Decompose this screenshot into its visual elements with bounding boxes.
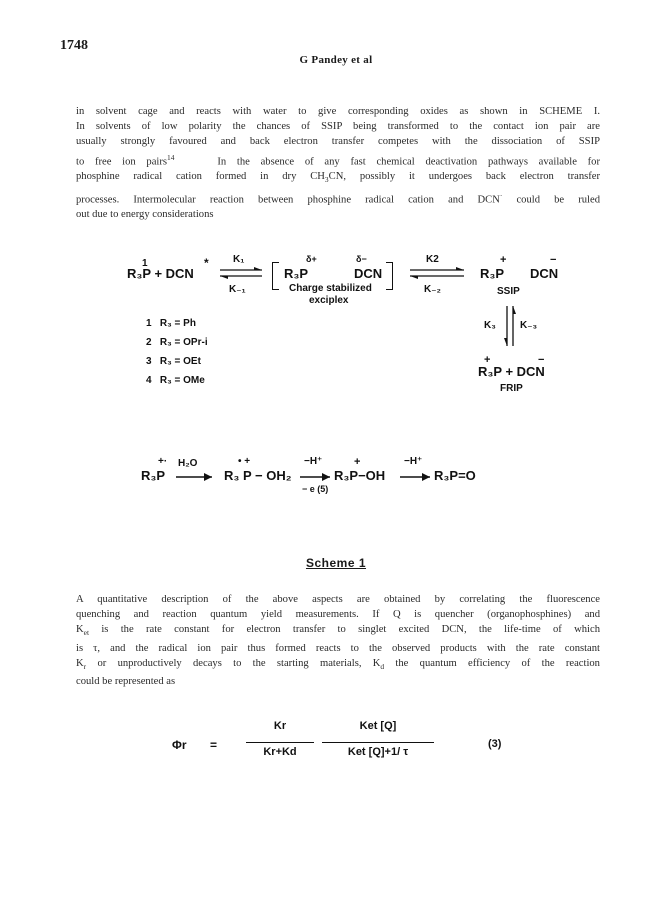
hydroxyphosphonium: R₃P−OH — [334, 468, 386, 483]
adduct-sup: • + — [238, 456, 251, 467]
reaction-arrow-1 — [174, 472, 214, 482]
para1-line-7: out due to energy considerations — [76, 209, 214, 221]
delta-plus: δ+ — [306, 254, 317, 264]
para2-line-2: quenching and reaction quantum yield measurements. If Q is quencher (organophosphines) and — [76, 609, 600, 621]
fraction1-numerator: Kr — [273, 720, 287, 732]
substituent-item: 3 R₃ = OEt — [146, 356, 201, 367]
substituent-list — [146, 314, 208, 390]
equilibrium-arrow-1 — [218, 266, 264, 280]
minus-e-label: − e (5) — [302, 484, 329, 494]
equation-equals: = — [210, 738, 218, 752]
reaction-arrow-2 — [298, 472, 332, 482]
running-head: G Pandey et al — [299, 54, 373, 66]
excited-star: * — [204, 256, 209, 270]
excited-state-label: 1 — [142, 258, 148, 269]
exciplex-label: exciplex — [309, 295, 349, 306]
k-minus3-label: K₋₃ — [520, 320, 538, 331]
radical-cation-sup: +· — [158, 456, 168, 467]
exciplex-r3p: R₃P — [284, 266, 309, 281]
substituent-item: 2 R₃ = OPr-i — [146, 337, 208, 348]
fraction2-bar — [322, 742, 434, 743]
para2-line-6: could be represented as — [76, 676, 176, 688]
para1-line-2: In solvents of low polarity the chances of SSIP being transformed to the contact ion pair are — [76, 121, 600, 133]
water-label: H₂O — [178, 458, 198, 469]
equation-number: (3) — [488, 738, 502, 750]
hydroxy-sup: + — [354, 456, 361, 468]
delta-minus: δ− — [356, 254, 367, 264]
para1-line-1: in solvent cage and reacts with water to give corresponding oxides as shown in SCHEME I. — [76, 106, 600, 117]
reference-superscript: 14 — [167, 152, 175, 162]
ssip-plus: + — [500, 254, 507, 266]
radical-cation: R₃P — [141, 468, 166, 483]
reaction-arrow-3 — [398, 472, 432, 482]
para2-line-4: is τ, and the radical ion pair thus formed reacts to the observed products with the rate constant — [76, 642, 600, 654]
left-bracket — [272, 262, 279, 290]
para2-line-3: $K_{et}$ is the rate constant for electron transfer to singlet excited DCN, the life-time of which — [76, 624, 600, 638]
charge-stabilized-label: Charge stabilized — [289, 283, 372, 294]
paragraph-1 — [76, 104, 600, 223]
page-number: 1748 — [60, 38, 88, 53]
fraction1-bar — [246, 742, 314, 743]
fraction1-denominator: Kr+Kd — [263, 746, 297, 758]
frip-plus: + — [484, 354, 491, 366]
ssip-dcn: DCN — [530, 266, 559, 281]
para1-line-5: phosphine radical cation formed in dry $CH_3CN$, possibly it undergoes back electron transfer — [76, 171, 600, 185]
minus-h-label: −H⁺ — [304, 456, 323, 467]
ssip-label: SSIP — [497, 286, 520, 297]
para1-line-3: usually strongly favoured and back electron transfer competes with the dissociation of SSIP — [76, 136, 600, 148]
substituent-item: 1 R₃ = Ph — [146, 318, 196, 329]
phosphine-oxide: R₃P=O — [434, 468, 476, 483]
reactants: R₃P + DCN — [127, 266, 194, 281]
right-bracket — [386, 262, 393, 290]
para1-line-4: to free ion pairs$^{14}$ In the absence of any fast chemical deactivation pathways available for — [76, 152, 600, 168]
fraction2-numerator: Ket [Q] — [359, 720, 397, 732]
ssip-minus: − — [550, 254, 557, 266]
frip-label: FRIP — [500, 383, 523, 394]
k-minus2-label: K₋₂ — [424, 284, 441, 295]
para2-line-5: $K_r$ or unproductively decays to the starting materials, $K_d$ the quantum efficiency of the reaction — [76, 657, 600, 672]
equation-lhs: Φr — [172, 738, 187, 752]
k1-label: K₁ — [233, 254, 245, 265]
scheme-title: Scheme 1 — [305, 556, 367, 570]
frip-species: R₃P + DCN — [478, 364, 545, 379]
k2-label: K2 — [426, 254, 439, 265]
minus-h-label-2: −H⁺ — [404, 456, 423, 467]
exciplex-dcn: DCN — [354, 266, 383, 281]
equilibrium-arrow-2 — [408, 266, 466, 280]
ssip-r3p: R₃P — [480, 266, 505, 281]
fraction2-denominator: Ket [Q]+1/ τ — [347, 746, 409, 758]
frip-minus: − — [538, 354, 545, 366]
water-adduct: R₃ P − OH₂ — [224, 468, 292, 483]
para2-line-1: A quantitative description of the above aspects are obtained by correlating the fluorescence — [76, 594, 600, 605]
k3-label: K₃ — [484, 320, 496, 331]
k-minus1-label: K₋₁ — [229, 284, 246, 295]
substituent-item: 4 R₃ = OMe — [146, 375, 205, 386]
equilibrium-arrow-3 — [500, 304, 522, 348]
para1-line-6: processes. Intermolecular reaction between phosphine radical cation and DCN· could be ruled — [76, 190, 600, 206]
paragraph-2 — [76, 592, 600, 689]
